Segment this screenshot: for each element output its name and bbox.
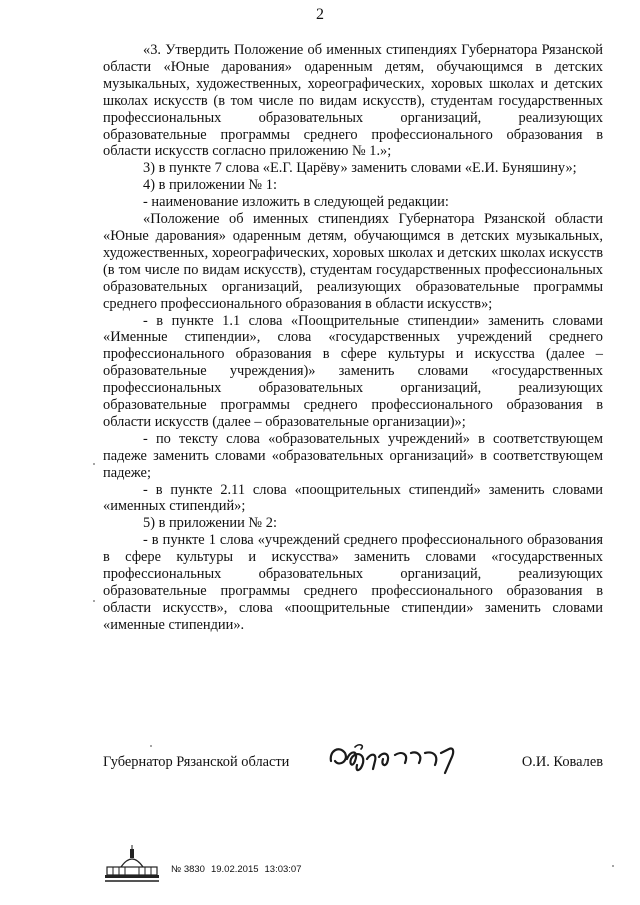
scan-speck xyxy=(612,865,614,867)
paragraph: 5) в приложении № 2: xyxy=(143,515,277,532)
document-number: № 3830 xyxy=(171,864,205,875)
paragraph: «3. Утвердить Положение об именных стипендиях Губернатора Рязанской области «Юные дарования» одаренным детям, обучающимся в детских музыкальных, художественных, хореографических, хоровых школах и детских школах искусств (в том числе по видам искусств), студентам государственных профессиональных образовательных организаций, реализующих образовательные программы среднего профессионального образования в области искусств согласно приложению № 1.»; xyxy=(103,42,603,160)
paragraph: «Положение об именных стипендиях Губернатора Рязанской области «Юные дарования» одаренным детям, обучающимся в детских музыкальных, художественных, хореографических, хоровых школах и детских школах искусств (в том числе по видам искусств), студентам государственных профессиональных образовательных организаций, реализующих образовательные программы среднего профессионального образования в области искусств»; xyxy=(103,211,603,312)
document-date: 19.02.2015 xyxy=(210,864,259,875)
paragraph: - наименование изложить в следующей редакции: xyxy=(143,194,449,211)
paragraph: - по тексту слова «образовательных учреждений» в соответствующем падеже заменить словами «образовательных организаций» в соответствующем падеже; xyxy=(103,430,603,481)
signature-row xyxy=(103,745,603,785)
signer-name: О.И. Ковалев xyxy=(521,754,603,770)
body-text xyxy=(103,42,603,634)
paragraph: 3) в пункте 7 слова «Е.Г. Царёву» заменить словами «Е.И. Буняшину»; xyxy=(143,160,577,177)
footer-text xyxy=(171,864,308,875)
paragraph: 4) в приложении № 1: xyxy=(143,177,277,194)
government-building-logo-icon xyxy=(103,845,161,885)
handwritten-signature-icon xyxy=(325,739,500,777)
scan-speck xyxy=(93,463,95,465)
footer xyxy=(103,845,403,885)
page-number: 2 xyxy=(316,6,324,23)
paragraph: - в пункте 2.11 слова «поощрительных стипендий» заменить словами «именных стипендий»; xyxy=(103,481,603,515)
paragraph: - в пункте 1 слова «учреждений среднего профессионального образования в сфере культуры и искусства» заменить словами «государственных профессиональных образовательных организаций, реализующих образовательные программы среднего профессионального образования в области искусств», слова «поощрительные стипендии» заменить словами «именные стипендии». xyxy=(103,532,603,633)
scan-speck xyxy=(150,745,152,747)
scan-speck xyxy=(93,600,95,602)
document-time: 13:03:07 xyxy=(264,864,302,875)
signer-position: Губернатор Рязанской области xyxy=(103,754,290,770)
paragraph: - в пункте 1.1 слова «Поощрительные стипендии» заменить словами «Именные стипендии», слова «государственных учреждений среднего профессионального образования в сфере культуры и искусства (далее – образовательные учреждения)» заменить словами «государственных профессиональных образовательных организаций, реализующих образовательные программы среднего профессионального образования в области искусств (далее – образовательные организации)»; xyxy=(103,312,603,430)
